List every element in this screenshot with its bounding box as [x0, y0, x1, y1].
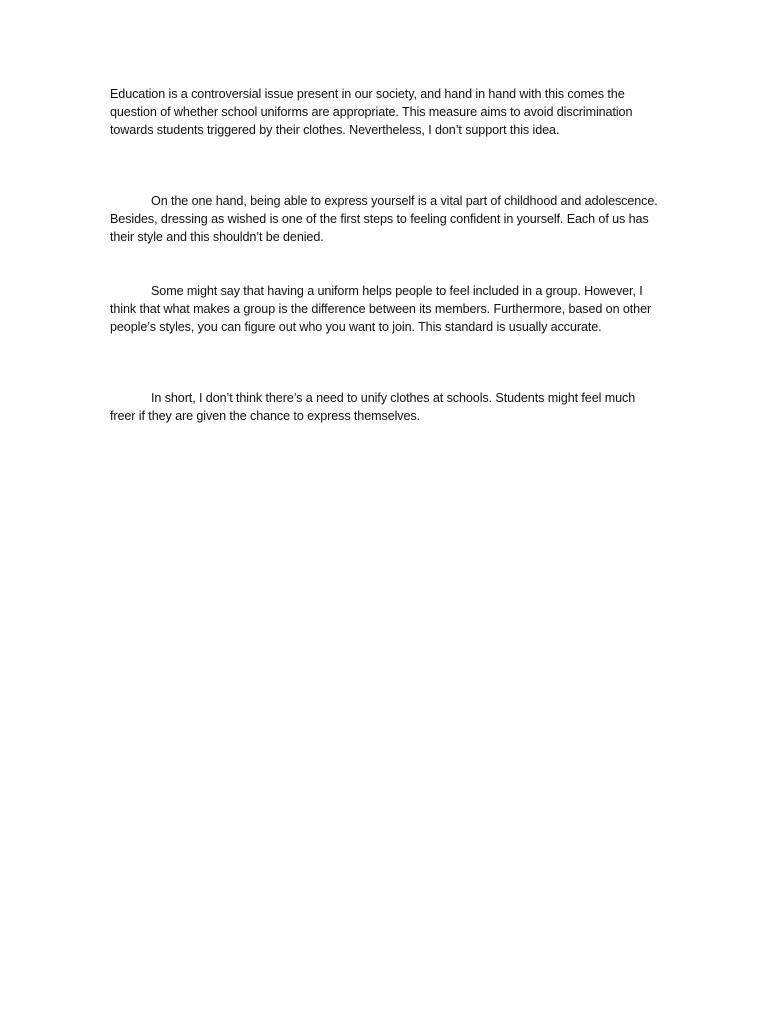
paragraph-counterargument: Some might say that having a uniform helps people to feel included in a group. However, I think that what makes a group is the difference between its members. Furthermore, based on other people’s styles, you can figure out who you want to join. This standard is usually accurate.: [110, 284, 652, 334]
paragraph-conclusion: In short, I don’t think there’s a need to unify clothes at schools. Students might feel much freer if they are given the chance to express themselves.: [110, 391, 636, 423]
paragraph-self-expression: On the one hand, being able to express yourself is a vital part of childhood and adolescence. Besides, dressing as wished is one of the first steps to feeling confident in yourself. Each of us has their style and this shouldn’t be denied.: [110, 194, 658, 244]
paragraph-introduction: Education is a controversial issue present in our society, and hand in hand with this comes the question of whether school uniforms are appropriate. This measure aims to avoid discrimination towards students triggered by their clothes. Nevertheless, I don’t support this idea.: [110, 87, 633, 137]
